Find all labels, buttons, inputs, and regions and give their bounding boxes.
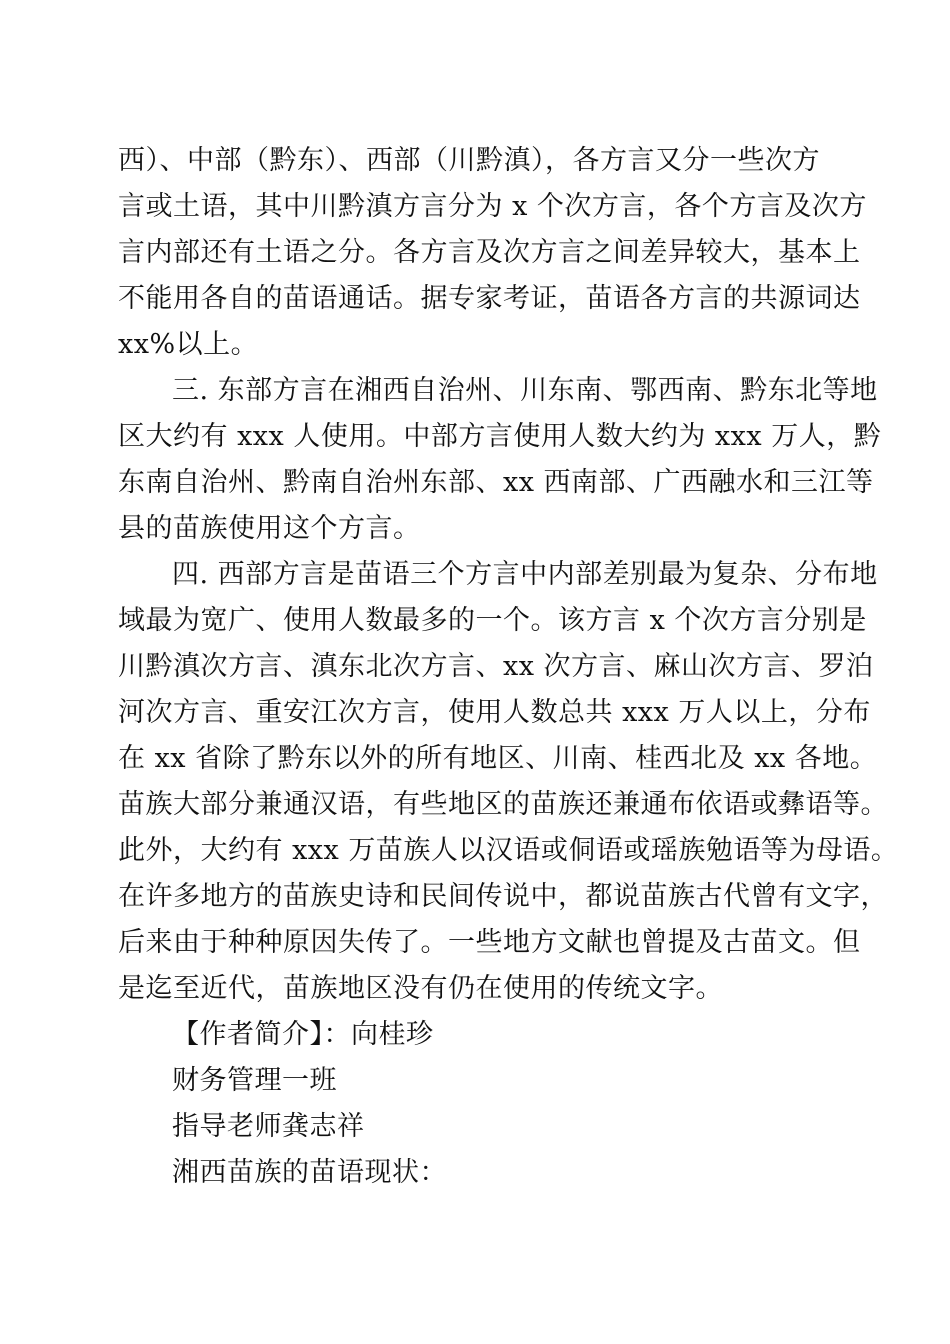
paragraph-2-line-2: 区大约有 xxx 人使用。中部方言使用人数大约为 xxx 万人，黔 [118,421,882,452]
paragraph-3-line-9: 后来由于种种原因失传了。一些地方文献也曾提及古苗文。但 [118,927,861,958]
paragraph-3-line-1: 四. 西部方言是苗语三个方言中内部差别最为复杂、分布地 [172,559,878,590]
paragraph-3-line-3: 川黔滇次方言、滇东北次方言、xx 次方言、麻山次方言、罗泊 [118,651,874,682]
paragraph-3-line-10: 是迄至近代，苗族地区没有仍在使用的传统文字。 [118,973,723,1004]
paragraph-1-line-1: 西）、中部（黔东）、西部（川黔滇），各方言又分一些次方 [118,145,820,176]
author-intro: 【作者简介】：向桂珍 [172,1019,434,1050]
paragraph-3-line-7: 此外，大约有 xxx 万苗族人以汉语或侗语或瑶族勉语等为母语。 [118,835,899,866]
paragraph-3-line-6: 苗族大部分兼通汉语，有些地区的苗族还兼通布依语或彝语等。 [118,789,888,820]
paragraph-2-line-1: 三. 东部方言在湘西自治州、川东南、鄂西南、黔东北等地 [172,375,878,406]
paragraph-1-line-2: 言或土语，其中川黔滇方言分为 x 个次方言，各个方言及次方 [118,191,867,222]
paragraph-3-line-5: 在 xx 省除了黔东以外的所有地区、川南、桂西北及 xx 各地。 [118,743,878,774]
advisor: 指导老师龚志祥 [172,1111,365,1142]
paragraph-1-line-5: xx%以上。 [118,329,259,360]
paragraph-2-line-3: 东南自治州、黔南自治州东部、xx 西南部、广西融水和三江等 [118,467,874,498]
paragraph-3-line-4: 河次方言、重安江次方言，使用人数总共 xxx 万人以上，分布 [118,697,871,728]
closing-heading: 湘西苗族的苗语现状： [172,1157,447,1188]
paragraph-1-line-3: 言内部还有土语之分。各方言及次方言之间差异较大，基本上 [118,237,861,268]
paragraph-3-line-2: 域最为宽广、使用人数最多的一个。该方言 x 个次方言分别是 [118,605,867,636]
paragraph-1-line-4: 不能用各自的苗语通话。据专家考证，苗语各方言的共源词达 [118,283,861,314]
class-name: 财务管理一班 [172,1065,337,1096]
paragraph-2-line-4: 县的苗族使用这个方言。 [118,513,421,544]
paragraph-3-line-8: 在许多地方的苗族史诗和民间传说中，都说苗族古代曾有文字， [118,881,888,912]
